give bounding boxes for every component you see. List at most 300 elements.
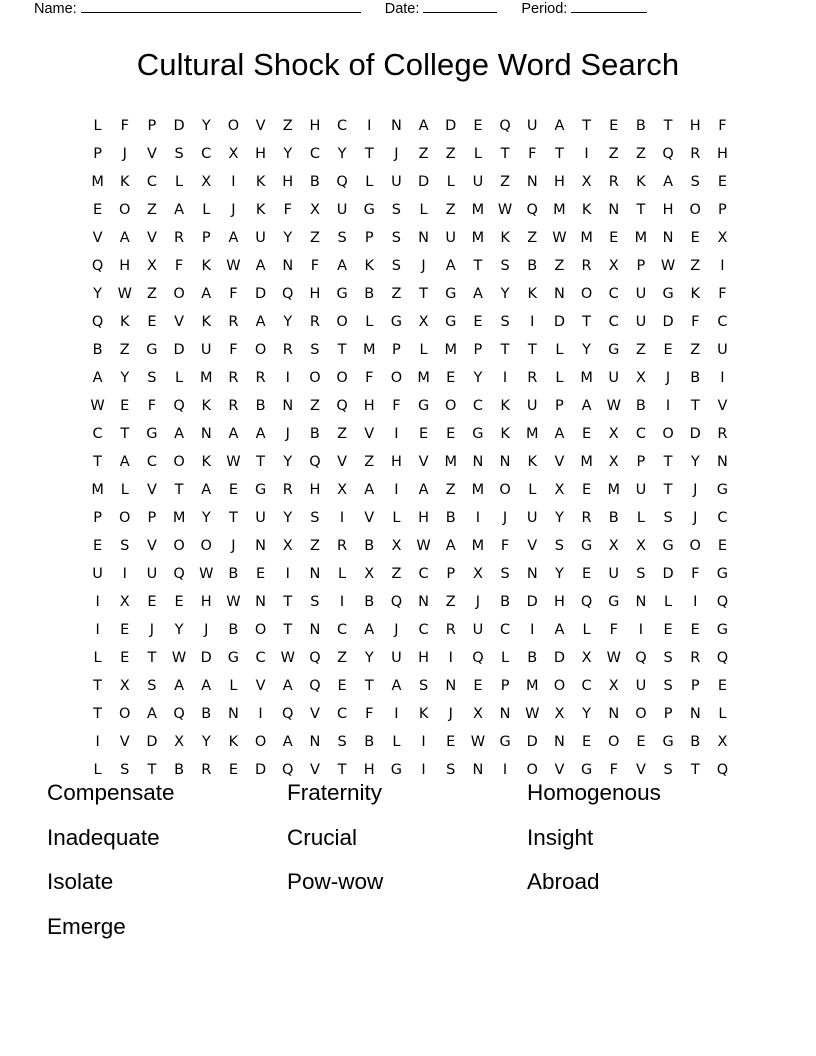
letter-cell[interactable]: B: [635, 118, 646, 134]
letter-cell[interactable]: S: [174, 146, 184, 162]
letter-cell[interactable]: J: [448, 706, 453, 722]
letter-cell[interactable]: W: [117, 286, 132, 302]
letter-cell[interactable]: E: [609, 118, 619, 134]
letter-cell[interactable]: X: [717, 734, 728, 750]
letter-cell[interactable]: T: [500, 342, 510, 358]
letter-cell[interactable]: A: [445, 258, 456, 274]
letter-cell[interactable]: Z: [309, 398, 320, 414]
letter-cell[interactable]: E: [663, 622, 673, 638]
letter-cell[interactable]: Z: [445, 202, 456, 218]
word-list-item[interactable]: Pow-wow: [287, 869, 384, 894]
letter-cell[interactable]: A: [255, 426, 266, 442]
letter-cell[interactable]: T: [120, 426, 130, 442]
letter-cell[interactable]: R: [581, 510, 592, 526]
letter-cell[interactable]: F: [174, 258, 184, 274]
letter-cell[interactable]: P: [690, 678, 700, 694]
letter-cell[interactable]: A: [201, 482, 212, 498]
letter-cell[interactable]: C: [92, 426, 103, 442]
letter-cell[interactable]: X: [337, 482, 348, 498]
letter-cell[interactable]: D: [689, 426, 701, 442]
letter-cell[interactable]: R: [690, 650, 701, 666]
letter-cell[interactable]: W: [90, 398, 105, 414]
letter-cell[interactable]: S: [120, 538, 130, 554]
letter-cell[interactable]: R: [282, 342, 293, 358]
letter-cell[interactable]: C: [717, 510, 728, 526]
letter-cell[interactable]: G: [254, 482, 267, 498]
letter-cell[interactable]: W: [199, 566, 214, 582]
letter-cell[interactable]: X: [119, 678, 130, 694]
letter-cell[interactable]: C: [337, 118, 348, 134]
letter-cell[interactable]: H: [553, 594, 565, 610]
letter-cell[interactable]: M: [471, 482, 485, 498]
letter-cell[interactable]: P: [636, 258, 646, 274]
letter-cell[interactable]: E: [717, 678, 727, 694]
letter-cell[interactable]: Z: [445, 482, 456, 498]
word-list-item[interactable]: Crucial: [287, 824, 358, 850]
letter-cell[interactable]: W: [497, 202, 513, 218]
letter-cell[interactable]: S: [391, 230, 402, 246]
letter-cell[interactable]: Y: [554, 566, 564, 582]
letter-cell[interactable]: N: [553, 286, 565, 302]
letter-cell[interactable]: V: [635, 762, 646, 778]
letter-cell[interactable]: K: [500, 426, 510, 442]
letter-cell[interactable]: E: [690, 230, 700, 246]
letter-cell[interactable]: N: [689, 706, 701, 722]
letter-cell[interactable]: N: [499, 454, 511, 470]
letter-cell[interactable]: G: [146, 426, 158, 442]
letter-cell[interactable]: V: [146, 538, 157, 554]
letter-cell[interactable]: B: [364, 734, 375, 750]
letter-cell[interactable]: K: [201, 454, 211, 470]
letter-cell[interactable]: Z: [500, 174, 511, 190]
letter-cell[interactable]: Q: [91, 258, 104, 274]
letter-cell[interactable]: Q: [309, 454, 321, 470]
letter-cell[interactable]: V: [146, 146, 157, 162]
letter-cell[interactable]: C: [608, 286, 619, 302]
letter-cell[interactable]: F: [365, 370, 374, 386]
letter-cell[interactable]: D: [553, 314, 565, 330]
letter-cell[interactable]: X: [608, 538, 619, 554]
letter-cell[interactable]: R: [337, 538, 348, 554]
letter-cell[interactable]: L: [93, 650, 102, 666]
letter-cell[interactable]: O: [553, 678, 566, 694]
letter-cell[interactable]: X: [228, 146, 239, 162]
letter-cell[interactable]: X: [581, 650, 592, 666]
letter-cell[interactable]: Q: [173, 398, 185, 414]
letter-cell[interactable]: S: [500, 566, 510, 582]
letter-cell[interactable]: Z: [445, 594, 456, 610]
letter-cell[interactable]: N: [390, 118, 402, 134]
letter-cell[interactable]: T: [500, 146, 510, 162]
letter-cell[interactable]: D: [146, 734, 158, 750]
letter-cell[interactable]: A: [554, 622, 565, 638]
letter-cell[interactable]: E: [92, 538, 103, 554]
letter-cell[interactable]: M: [91, 174, 104, 190]
letter-cell[interactable]: X: [201, 174, 212, 190]
letter-cell[interactable]: I: [720, 370, 725, 386]
letter-cell[interactable]: Z: [527, 230, 538, 246]
letter-cell[interactable]: E: [228, 482, 238, 498]
letter-cell[interactable]: K: [500, 230, 510, 246]
letter-cell[interactable]: H: [553, 174, 565, 190]
letter-cell[interactable]: T: [93, 706, 102, 722]
letter-cell[interactable]: I: [95, 622, 100, 638]
letter-cell[interactable]: U: [717, 342, 728, 358]
letter-cell[interactable]: M: [607, 482, 620, 498]
letter-cell[interactable]: Y: [283, 146, 293, 162]
letter-cell[interactable]: G: [472, 426, 484, 442]
letter-cell[interactable]: Z: [282, 118, 293, 134]
letter-cell[interactable]: W: [525, 706, 540, 722]
letter-cell[interactable]: V: [119, 734, 130, 750]
letter-cell[interactable]: V: [146, 230, 157, 246]
letter-cell[interactable]: N: [445, 678, 457, 694]
letter-cell[interactable]: L: [528, 482, 537, 498]
letter-cell[interactable]: H: [418, 650, 430, 666]
letter-cell[interactable]: L: [175, 174, 184, 190]
letter-cell[interactable]: N: [472, 454, 484, 470]
letter-cell[interactable]: C: [255, 650, 266, 666]
letter-cell[interactable]: V: [255, 118, 266, 134]
letter-cell[interactable]: I: [720, 258, 725, 274]
letter-cell[interactable]: P: [446, 566, 456, 582]
letter-cell[interactable]: Z: [690, 258, 701, 274]
letter-cell[interactable]: S: [310, 342, 320, 358]
letter-cell[interactable]: S: [663, 762, 673, 778]
letter-cell[interactable]: O: [173, 454, 185, 470]
letter-cell[interactable]: S: [147, 678, 157, 694]
letter-cell[interactable]: H: [418, 510, 430, 526]
letter-cell[interactable]: C: [309, 146, 320, 162]
letter-cell[interactable]: C: [581, 678, 592, 694]
letter-cell[interactable]: L: [365, 314, 374, 330]
letter-cell[interactable]: A: [337, 258, 348, 274]
letter-cell[interactable]: U: [472, 622, 484, 638]
letter-cell[interactable]: X: [608, 258, 619, 274]
letter-cell[interactable]: W: [606, 650, 621, 666]
letter-cell[interactable]: Z: [635, 146, 646, 162]
letter-cell[interactable]: B: [690, 734, 701, 750]
letter-cell[interactable]: R: [282, 482, 293, 498]
letter-cell[interactable]: C: [472, 398, 483, 414]
letter-cell[interactable]: J: [665, 370, 671, 386]
letter-cell[interactable]: B: [608, 510, 619, 526]
letter-cell[interactable]: R: [228, 370, 239, 386]
letter-cell[interactable]: K: [255, 202, 266, 218]
letter-cell[interactable]: C: [500, 622, 511, 638]
letter-cell[interactable]: G: [499, 734, 511, 750]
letter-cell[interactable]: U: [526, 398, 538, 414]
letter-cell[interactable]: V: [309, 762, 320, 778]
letter-cell[interactable]: D: [526, 594, 538, 610]
letter-cell[interactable]: N: [526, 174, 538, 190]
letter-cell[interactable]: T: [283, 622, 293, 638]
letter-cell[interactable]: W: [606, 398, 621, 414]
letter-cell[interactable]: V: [364, 426, 375, 442]
letter-cell[interactable]: W: [470, 734, 486, 750]
letter-cell[interactable]: H: [309, 286, 321, 302]
letter-cell[interactable]: T: [473, 258, 483, 274]
letter-cell[interactable]: T: [228, 510, 238, 526]
letter-cell[interactable]: A: [255, 314, 266, 330]
letter-cell[interactable]: G: [390, 314, 403, 330]
letter-cell[interactable]: O: [119, 202, 131, 218]
letter-cell[interactable]: Y: [283, 510, 293, 526]
letter-cell[interactable]: R: [527, 370, 538, 386]
letter-cell[interactable]: A: [228, 230, 239, 246]
letter-cell[interactable]: A: [554, 426, 565, 442]
letter-cell[interactable]: G: [363, 202, 375, 218]
letter-cell[interactable]: G: [417, 398, 430, 414]
letter-cell[interactable]: O: [445, 398, 457, 414]
letter-cell[interactable]: K: [527, 454, 537, 470]
letter-cell[interactable]: H: [716, 146, 728, 162]
letter-cell[interactable]: S: [337, 230, 347, 246]
letter-cell[interactable]: I: [421, 762, 426, 778]
letter-cell[interactable]: I: [394, 706, 399, 722]
letter-cell[interactable]: J: [502, 510, 508, 526]
letter-cell[interactable]: O: [254, 734, 267, 750]
letter-cell[interactable]: F: [609, 762, 618, 778]
letter-cell[interactable]: A: [472, 286, 483, 302]
letter-cell[interactable]: I: [693, 594, 698, 610]
letter-cell[interactable]: M: [553, 202, 566, 218]
letter-cell[interactable]: E: [255, 566, 266, 582]
letter-cell[interactable]: Z: [690, 342, 701, 358]
letter-cell[interactable]: T: [364, 678, 374, 694]
letter-cell[interactable]: I: [665, 398, 671, 414]
letter-cell[interactable]: N: [662, 230, 674, 246]
letter-cell[interactable]: V: [92, 230, 103, 246]
letter-cell[interactable]: H: [363, 398, 375, 414]
letter-cell[interactable]: C: [201, 146, 212, 162]
letter-cell[interactable]: S: [636, 566, 646, 582]
letter-cell[interactable]: Y: [201, 734, 211, 750]
letter-cell[interactable]: V: [364, 510, 375, 526]
letter-cell[interactable]: L: [175, 370, 184, 386]
letter-cell[interactable]: E: [228, 762, 238, 778]
letter-cell[interactable]: O: [608, 734, 620, 750]
letter-cell[interactable]: B: [364, 286, 375, 302]
letter-cell[interactable]: X: [608, 454, 619, 470]
letter-cell[interactable]: U: [635, 678, 647, 694]
letter-cell[interactable]: J: [231, 538, 236, 554]
letter-cell[interactable]: O: [119, 510, 131, 526]
letter-cell[interactable]: Y: [93, 286, 102, 302]
letter-cell[interactable]: N: [255, 594, 266, 610]
letter-cell[interactable]: I: [285, 370, 290, 386]
letter-cell[interactable]: J: [149, 622, 155, 638]
word-list-item[interactable]: Compensate: [47, 780, 175, 805]
letter-cell[interactable]: S: [310, 510, 320, 526]
letter-cell[interactable]: X: [472, 706, 483, 722]
letter-cell[interactable]: U: [255, 510, 266, 526]
letter-cell[interactable]: N: [526, 566, 538, 582]
letter-cell[interactable]: B: [309, 426, 320, 442]
letter-cell[interactable]: Q: [716, 650, 729, 666]
letter-cell[interactable]: J: [122, 146, 127, 162]
letter-cell[interactable]: I: [502, 370, 508, 386]
letter-cell[interactable]: A: [255, 258, 266, 274]
letter-cell[interactable]: I: [95, 734, 100, 750]
word-list-item[interactable]: Insight: [527, 824, 594, 850]
letter-cell[interactable]: P: [147, 510, 157, 526]
letter-cell[interactable]: K: [228, 734, 239, 750]
letter-cell[interactable]: O: [499, 482, 511, 498]
letter-cell[interactable]: W: [280, 650, 295, 666]
letter-cell[interactable]: D: [200, 650, 212, 666]
letter-cell[interactable]: Y: [337, 146, 347, 162]
letter-cell[interactable]: H: [255, 146, 267, 162]
letter-cell[interactable]: K: [201, 398, 211, 414]
letter-cell[interactable]: O: [580, 286, 593, 302]
letter-cell[interactable]: C: [337, 706, 348, 722]
letter-cell[interactable]: A: [391, 678, 402, 694]
letter-cell[interactable]: P: [500, 678, 510, 694]
letter-cell[interactable]: Z: [364, 454, 375, 470]
letter-cell[interactable]: R: [608, 174, 619, 190]
letter-cell[interactable]: O: [336, 314, 348, 330]
letter-cell[interactable]: X: [635, 538, 646, 554]
letter-cell[interactable]: G: [336, 286, 348, 302]
letter-cell[interactable]: X: [608, 426, 619, 442]
letter-cell[interactable]: T: [93, 678, 102, 694]
letter-cell[interactable]: Z: [146, 202, 157, 218]
letter-cell[interactable]: N: [227, 706, 239, 722]
letter-cell[interactable]: H: [309, 118, 321, 134]
letter-cell[interactable]: W: [171, 650, 187, 666]
letter-cell[interactable]: B: [364, 538, 375, 554]
letter-cell[interactable]: E: [446, 734, 456, 750]
letter-cell[interactable]: I: [394, 426, 399, 442]
letter-cell[interactable]: M: [471, 538, 485, 554]
letter-cell[interactable]: G: [608, 342, 620, 358]
letter-cell[interactable]: I: [502, 762, 508, 778]
letter-cell[interactable]: U: [526, 118, 538, 134]
letter-cell[interactable]: S: [500, 314, 510, 330]
letter-cell[interactable]: L: [582, 622, 591, 638]
letter-cell[interactable]: L: [93, 762, 102, 778]
letter-cell[interactable]: N: [553, 734, 565, 750]
letter-cell[interactable]: T: [337, 342, 347, 358]
letter-cell[interactable]: Z: [309, 538, 320, 554]
letter-cell[interactable]: A: [282, 734, 293, 750]
letter-cell[interactable]: B: [228, 566, 239, 582]
letter-cell[interactable]: T: [690, 762, 700, 778]
letter-cell[interactable]: Z: [635, 342, 646, 358]
letter-cell[interactable]: Z: [337, 426, 348, 442]
letter-cell[interactable]: S: [310, 594, 320, 610]
letter-cell[interactable]: M: [525, 426, 539, 442]
letter-cell[interactable]: E: [120, 650, 130, 666]
letter-cell[interactable]: L: [664, 594, 673, 610]
letter-cell[interactable]: E: [581, 482, 592, 498]
letter-cell[interactable]: B: [201, 706, 212, 722]
letter-cell[interactable]: K: [581, 202, 592, 218]
letter-cell[interactable]: J: [394, 146, 399, 162]
letter-cell[interactable]: Q: [580, 594, 593, 610]
letter-cell[interactable]: K: [119, 314, 130, 330]
letter-cell[interactable]: A: [364, 622, 375, 638]
letter-cell[interactable]: S: [446, 762, 456, 778]
letter-cell[interactable]: Q: [472, 650, 484, 666]
word-list-item[interactable]: Inadequate: [47, 824, 160, 850]
letter-cell[interactable]: X: [554, 482, 565, 498]
letter-cell[interactable]: U: [336, 202, 348, 218]
letter-cell[interactable]: O: [309, 370, 321, 386]
letter-cell[interactable]: K: [527, 286, 537, 302]
letter-cell[interactable]: Q: [173, 566, 185, 582]
letter-cell[interactable]: L: [555, 370, 564, 386]
letter-cell[interactable]: H: [119, 258, 131, 274]
letter-cell[interactable]: G: [662, 538, 674, 554]
letter-cell[interactable]: T: [527, 342, 537, 358]
letter-cell[interactable]: E: [717, 538, 727, 554]
letter-cell[interactable]: I: [394, 482, 399, 498]
letter-cell[interactable]: X: [391, 538, 402, 554]
letter-cell[interactable]: I: [258, 706, 263, 722]
letter-cell[interactable]: F: [283, 202, 292, 218]
letter-cell[interactable]: S: [120, 762, 130, 778]
letter-cell[interactable]: S: [690, 174, 700, 190]
letter-cell[interactable]: O: [526, 762, 538, 778]
letter-cell[interactable]: P: [663, 706, 673, 722]
letter-cell[interactable]: Z: [608, 146, 619, 162]
letter-cell[interactable]: Q: [499, 118, 511, 134]
letter-cell[interactable]: F: [229, 342, 238, 358]
letter-cell[interactable]: T: [663, 454, 673, 470]
letter-cell[interactable]: N: [309, 734, 321, 750]
letter-cell[interactable]: H: [689, 118, 701, 134]
letter-cell[interactable]: M: [580, 370, 593, 386]
letter-cell[interactable]: L: [120, 482, 129, 498]
letter-cell[interactable]: Y: [582, 706, 591, 722]
letter-cell[interactable]: C: [418, 622, 429, 638]
letter-cell[interactable]: O: [254, 342, 267, 358]
letter-cell[interactable]: J: [394, 622, 399, 638]
letter-cell[interactable]: E: [473, 678, 483, 694]
letter-cell[interactable]: W: [226, 594, 241, 610]
letter-cell[interactable]: E: [663, 342, 673, 358]
letter-cell[interactable]: X: [554, 706, 565, 722]
letter-cell[interactable]: E: [92, 202, 103, 218]
letter-cell[interactable]: O: [119, 706, 131, 722]
letter-cell[interactable]: Z: [445, 146, 456, 162]
letter-cell[interactable]: R: [228, 398, 239, 414]
letter-cell[interactable]: L: [202, 202, 211, 218]
letter-cell[interactable]: A: [445, 538, 456, 554]
letter-cell[interactable]: D: [254, 762, 267, 778]
letter-cell[interactable]: N: [309, 566, 321, 582]
letter-cell[interactable]: R: [717, 426, 728, 442]
letter-cell[interactable]: X: [608, 678, 619, 694]
letter-cell[interactable]: A: [418, 118, 429, 134]
letter-cell[interactable]: I: [584, 146, 589, 162]
letter-cell[interactable]: O: [173, 538, 185, 554]
letter-cell[interactable]: J: [693, 482, 698, 498]
letter-cell[interactable]: S: [337, 734, 347, 750]
letter-cell[interactable]: O: [200, 538, 212, 554]
letter-cell[interactable]: W: [416, 538, 431, 554]
letter-cell[interactable]: Y: [201, 510, 211, 526]
letter-cell[interactable]: Q: [282, 286, 294, 302]
letter-cell[interactable]: I: [638, 622, 644, 638]
letter-cell[interactable]: K: [500, 398, 510, 414]
letter-cell[interactable]: Z: [119, 342, 130, 358]
letter-cell[interactable]: U: [608, 370, 620, 386]
letter-cell[interactable]: Z: [391, 566, 402, 582]
letter-cell[interactable]: V: [554, 762, 565, 778]
